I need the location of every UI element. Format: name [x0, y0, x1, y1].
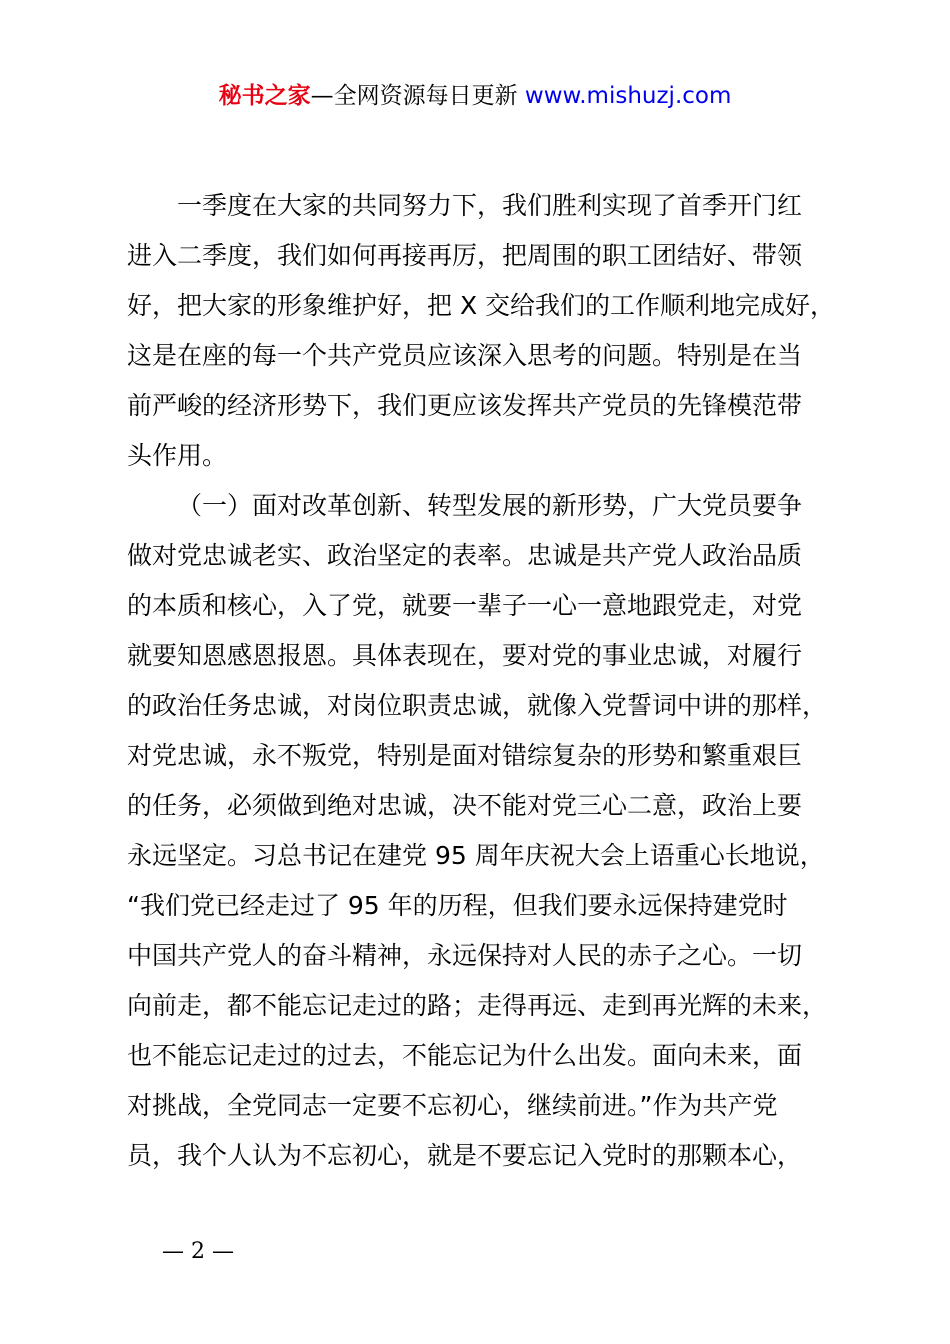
- page-number: — 2 —: [162, 1239, 234, 1264]
- text-line: 好，把大家的形象维护好，把 X 交给我们的工作顺利地完成好，: [127, 291, 836, 320]
- document-body: [127, 181, 837, 1181]
- text-line: 就要知恩感恩报恩。具体表现在，要对党的事业忠诚，对履行: [127, 641, 803, 670]
- text-line: 的政治任务忠诚，对岗位职责忠诚，就像入党誓词中讲的那样，: [127, 691, 828, 720]
- text-line: “我们党已经走过了 95 年的历程，但我们要永远保持建党时: [127, 891, 788, 920]
- text-line: 对党忠诚，永不叛党，特别是面对错综复杂的形势和繁重艰巨: [127, 741, 803, 770]
- site-brand: 秘书之家: [218, 83, 311, 109]
- text-line: 做对党忠诚老实、政治坚定的表率。忠诚是共产党人政治品质: [127, 541, 803, 570]
- text-line: 的本质和核心，入了党，就要一辈子一心一意地跟党走，对党: [127, 591, 803, 620]
- text-line: 对挑战，全党同志一定要不忘初心，继续前进。”作为共产党: [127, 1091, 778, 1120]
- site-url-link[interactable]: www.mishuzj.com: [524, 83, 732, 109]
- text-line: 前严峻的经济形势下，我们更应该发挥共产党员的先锋模范带: [127, 391, 803, 420]
- text-line: 进入二季度，我们如何再接再厉，把周围的职工团结好、带领: [127, 241, 803, 270]
- text-line: 也不能忘记走过的过去，不能忘记为什么出发。面向未来，面: [127, 1041, 803, 1070]
- text-line: 向前走，都不能忘记走过的路；走得再远、走到再光辉的未来，: [127, 991, 828, 1020]
- site-header: [0, 80, 950, 112]
- text-line: 的任务，必须做到绝对忠诚，决不能对党三心二意，政治上要: [127, 791, 803, 820]
- text-line: 员，我个人认为不忘初心，就是不要忘记入党时的那颗本心，: [127, 1141, 803, 1170]
- site-tagline: —全网资源每日更新: [310, 83, 518, 109]
- text-line: 这是在座的每一个共产党员应该深入思考的问题。特别是在当: [127, 341, 803, 370]
- text-line: （一）面对改革创新、转型发展的新形势，广大党员要争: [177, 491, 803, 520]
- text-line: 一季度在大家的共同努力下，我们胜利实现了首季开门红: [177, 191, 803, 220]
- text-line: 头作用。: [127, 441, 228, 470]
- text-line: 永远坚定。习总书记在建党 95 周年庆祝大会上语重心长地说，: [127, 841, 825, 870]
- text-line: 中国共产党人的奋斗精神，永远保持对人民的赤子之心。一切: [127, 941, 803, 970]
